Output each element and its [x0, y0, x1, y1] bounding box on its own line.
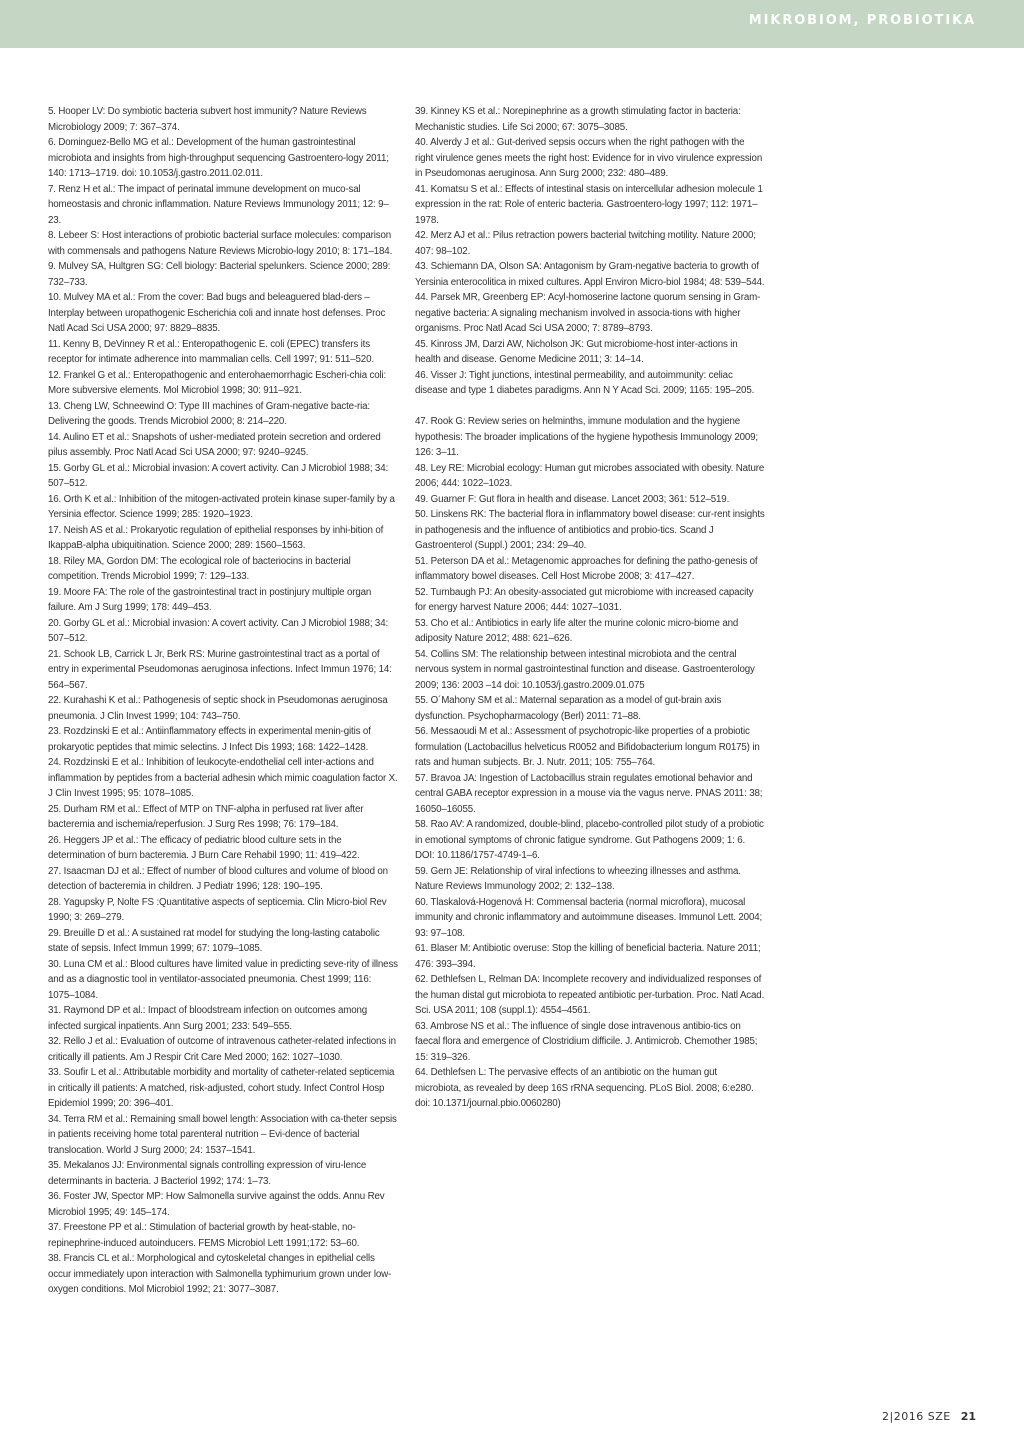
- reference-item: 17. Neish AS et al.: Prokaryotic regulation of epithelial responses by inhi-bition of IkappaB-alpha ubiquitination. Science 2000; 289: 1560–1563.: [48, 524, 384, 551]
- reference-item: 9. Mulvey SA, Hultgren SG: Cell biology: Bacterial spelunkers. Science 2000; 289: 732–733.: [48, 261, 391, 288]
- reference-item: 35. Mekalanos JJ: Environmental signals controlling expression of viru-lence determinants in bacteria. J Bacteriol 1992; 174: 1–73.: [48, 1160, 367, 1187]
- page-footer: [882, 1410, 976, 1423]
- reference-item: 45. Kinross JM, Darzi AW, Nicholson JK: Gut microbiome-host inter-actions in health and disease. Genome Medicine 2011; 3: 14–14.: [415, 338, 738, 365]
- reference-item: 54. Collins SM: The relationship between intestinal microbiota and the central nervous system in normal gastrointestinal function and disease. Gastroenterology 2009; 136: 2003 –14 doi: 10.1053/j.gastro.2009.01.075: [415, 648, 755, 691]
- reference-item: 29. Breuille D et al.: A sustained rat model for studying the long-lasting catabolic state of sepsis. Infect Immun 1999; 67: 1079–1085.: [48, 927, 380, 954]
- reference-item: 52. Turnbaugh PJ: An obesity-associated gut microbiome with increased capacity for energy harvest Nature 2006; 444: 1027–1031.: [415, 586, 754, 613]
- reference-item: 15. Gorby GL et al.: Microbial invasion: A covert activity. Can J Microbiol 1988; 34: 507–512.: [48, 462, 389, 489]
- page-number: 21: [960, 1410, 976, 1423]
- reference-item: 46. Visser J: Tight junctions, intestinal permeability, and autoimmunity: celiac disease and type 1 diabetes paradigms. Ann N Y Acad Sci. 2009; 1165: 195–205.: [415, 369, 755, 396]
- reference-item: 59. Gern JE: Relationship of viral infections to wheezing illnesses and asthma. Nature Reviews Immunology 2002; 2: 132–138.: [415, 865, 741, 892]
- issue-label: 2|2016 SZE: [882, 1410, 951, 1423]
- reference-item: 43. Schiemann DA, Olson SA: Antagonism by Gram-negative bacteria to growth of Yersinia enterocolitica in mixed cultures. Appl Environ Micro-biol 1984; 48: 539–544.: [415, 261, 765, 288]
- reference-item: 39. Kinney KS et al.: Norepinephrine as a growth stimulating factor in bacteria: Mechanistic studies. Life Sci 2000; 67: 3075–3085.: [415, 106, 741, 133]
- reference-item: 47. Rook G: Review series on helminths, immune modulation and the hygiene hypothesis: The broader implications of the hygiene hypothesis Immunology 2009; 126: 3–11.: [415, 416, 758, 458]
- reference-item: 61. Blaser M: Antibiotic overuse: Stop the killing of beneficial bacteria. Nature 2011; 476: 393–394.: [415, 943, 761, 970]
- reference-item: 23. Rozdzinski E et al.: Antiinflammatory effects in experimental menin-gitis of prokaryotic peptides that mimic selectins. J Infect Dis 1993; 168: 1422–1428.: [48, 726, 371, 753]
- reference-item: 53. Cho et al.: Antibiotics in early life alter the murine colonic micro-biome and adiposity Nature 2012; 488: 621–626.: [415, 617, 739, 644]
- reference-item: 10. Mulvey MA et al.: From the cover: Bad bugs and beleaguered blad-ders – Interplay between uropathogenic Escherichia coli and innate host defenses. Proc Natl Acad Sci USA 2000; 97: 8829–8835.: [48, 292, 386, 334]
- reference-item: 26. Heggers JP et al.: The efficacy of pediatric blood culture sets in the determination of burn bacteremia. J Burn Care Rehabil 1990; 11: 419–422.: [48, 834, 360, 861]
- references-group-top: [415, 104, 765, 399]
- reference-item: 58. Rao AV: A randomized, double-blind, placebo-controlled pilot study of a probiotic in emotional symptoms of chronic fatigue syndrome. Gut Pathogens 2009; 1: 6. DOI: 10.1186/1757-4749-1–6.: [415, 819, 764, 861]
- references-left-column: [48, 104, 398, 1298]
- reference-item: 20. Gorby GL et al.: Microbial invasion: A covert activity. Can J Microbiol 1988; 34: 507–512.: [48, 617, 389, 644]
- reference-item: 27. Isaacman DJ et al.: Effect of number of blood cultures and volume of blood on detection of bacteremia in children. J Pediatr 1996; 128: 190–195.: [48, 865, 388, 892]
- reference-item: 7. Renz H et al.: The impact of perinatal immune development on muco-sal homeostasis and chronic inflammation. Nature Reviews Immunology 2011; 12: 9–23.: [48, 183, 389, 226]
- references-right-column: [415, 104, 765, 1112]
- reference-item: 32. Rello J et al.: Evaluation of outcome of intravenous catheter-related infections in critically ill patients. Am J Respir Crit Care Med 2000; 162: 1027–1030.: [48, 1036, 396, 1063]
- reference-item: 63. Ambrose NS et al.: The influence of single dose intravenous antibio-tics on faecal flora and emergence of Clostridium difficile. J. Antimicrob. Chemother 1985; 15: 319–326.: [415, 1020, 758, 1063]
- section-title: MIKROBIOM, PROBIOTIKA: [748, 13, 976, 28]
- reference-item: 19. Moore FA: The role of the gastrointestinal tract in postinjury multiple organ failure. Am J Surg 1999; 178: 449–453.: [48, 586, 372, 613]
- reference-item: 22. Kurahashi K et al.: Pathogenesis of septic shock in Pseudomonas aeruginosa pneumonia. J Clin Invest 1999; 104: 743–750.: [48, 695, 388, 722]
- reference-item: 8. Lebeer S: Host interactions of probiotic bacterial surface molecules: comparison with commensals and pathogens Nature Reviews Microbio-logy 2010; 8: 171–184.: [48, 230, 393, 257]
- reference-item: 6. Dominguez-Bello MG et al.: Development of the human gastrointestinal microbiota and insights from high-throughput sequencing Gastroentero-logy 2011; 140: 1713–1719. doi: 10.1053/j.gastro.2011.02.011.: [48, 137, 389, 179]
- reference-item: 30. Luna CM et al.: Blood cultures have limited value in predicting seve-rity of illness and as a diagnostic tool in ventilator-associated pneumonia. Chest 1999; 116: 1075–1084.: [48, 958, 398, 1001]
- reference-item: 51. Peterson DA et al.: Metagenomic approaches for defining the patho-genesis of inflammatory bowel diseases. Cell Host Microbe 2008; 3: 417–427.: [415, 555, 758, 582]
- reference-item: 16. Orth K et al.: Inhibition of the mitogen-activated protein kinase super-family by a Yersinia effector. Science 1999; 285: 1920–1923.: [48, 493, 395, 520]
- reference-item: 40. Alverdy J et al.: Gut-derived sepsis occurs when the right pathogen with the right virulence genes meets the right host: Evidence for in vivo virulence expression in Pseudomonas aeruginosa. Ann Surg 2000; 232: 480–489.: [415, 137, 763, 179]
- reference-item: 55. O´Mahony SM et al.: Maternal separation as a model of gut-brain axis dysfunction. Psychopharmacology (Berl) 2011: 71–88.: [415, 695, 722, 722]
- reference-item: 14. Aulino ET et al.: Snapshots of usher-mediated protein secretion and ordered pilus assembly. Proc Natl Acad Sci USA 2000; 97: 9240–9245.: [48, 431, 381, 458]
- reference-item: 56. Messaoudi M et al.: Assessment of psychotropic-like properties of a probiotic formulation (Lactobacillus helveticus R0052 and Bifidobacterium longum R0175) in rats and human subjects. Br. J. Nutr. 2011; 105: 755–764.: [415, 726, 760, 768]
- reference-item: 57. Bravoa JA: Ingestion of Lactobacillus strain regulates emotional behavior and central GABA receptor expression in a mouse via the vagus nerve. PNAS 2011: 38; 16050–16055.: [415, 772, 763, 815]
- reference-item: 64. Dethlefsen L: The pervasive effects of an antibiotic on the human gut microbiota, as revealed by deep 16S rRNA sequencing. PLoS Biol. 2008; 6:e280. doi: 10.1371/journal.pbio.0060280): [415, 1067, 754, 1109]
- reference-item: 28. Yagupsky P, Nolte FS :Quantitative aspects of septicemia. Clin Micro-biol Rev 1990; 3: 269–279.: [48, 896, 387, 923]
- group-spacer: [415, 399, 765, 415]
- reference-item: 44. Parsek MR, Greenberg EP: Acyl-homoserine lactone quorum sensing in Gram-negative bacteria: A signaling mechanism involved in associa-tions with higher organisms. Proc Natl Acad Sci USA 2000; 7: 8789–8793.: [415, 292, 761, 334]
- reference-item: 36. Foster JW, Spector MP: How Salmonella survive against the odds. Annu Rev Microbiol 1995; 49: 145–174.: [48, 1191, 385, 1218]
- reference-item: 42. Merz AJ et al.: Pilus retraction powers bacterial twitching motility. Nature 2000; 407: 98–102.: [415, 230, 756, 257]
- reference-item: 49. Guarner F: Gut flora in health and disease. Lancet 2003; 361: 512–519.: [415, 493, 730, 505]
- reference-item: 48. Ley RE: Microbial ecology: Human gut microbes associated with obesity. Nature 2006; 444: 1022–1023.: [415, 462, 765, 489]
- reference-item: 18. Riley MA, Gordon DM: The ecological role of bacteriocins in bacterial competition. Trends Microbiol 1999; 7: 129–133.: [48, 555, 351, 582]
- reference-item: 34. Terra RM et al.: Remaining small bowel length: Association with ca-theter sepsis in patients receiving home total parenteral nutrition – Evi-dence of bacterial translocation. World J Surg 2000; 24: 1537–1541.: [48, 1113, 397, 1156]
- reference-item: 31. Raymond DP et al.: Impact of bloodstream infection on outcomes among infected surgical inpatients. Ann Surg 2001; 233: 549–555.: [48, 1005, 368, 1032]
- reference-item: 41. Komatsu S et al.: Effects of intestinal stasis on intercellular adhesion molecule 1 expression in the rat: Role of enteric bacteria. Gastroentero-logy 1997; 112: 1971–1978.: [415, 183, 763, 226]
- reference-item: 60. Tlaskalová-Hogenová H: Commensal bacteria (normal microflora), mucosal immunity and chronic inflammatory and autoimmune diseases. Immunol Lett. 2004; 93: 97–108.: [415, 896, 763, 939]
- header-band: [0, 0, 1024, 48]
- reference-item: 24. Rozdzinski E et al.: Inhibition of leukocyte-endothelial cell inter-actions and inflammation by peptides from a bacterial adhesin which mimic coagulation factor X. J Clin Invest 1995; 95: 1078–1085.: [48, 757, 398, 799]
- reference-item: 25. Durham RM et al.: Effect of MTP on TNF-alpha in perfused rat liver after bacteremia and ischemia/reperfusion. J Surg Res 1998; 76: 179–184.: [48, 803, 364, 830]
- reference-item: 62. Dethlefsen L, Relman DA: Incomplete recovery and individualized responses of the human distal gut microbiota to repeated antibiotic per-turbation. Proc. Natl Acad. Sci. USA 2011; 108 (suppl.1): 4554–4561.: [415, 974, 765, 1016]
- reference-item: 12. Frankel G et al.: Enteropathogenic and enterohaemorrhagic Escheri-chia coli: More subversive elements. Mol Microbiol 1998; 30: 911–921.: [48, 369, 387, 396]
- reference-item: 50. Linskens RK: The bacterial flora in inflammatory bowel disease: cur-rent insights in pathogenesis and the influence of antibiotics and probio-tics. Scand J Gastroenterol (Suppl.) 2001; 234: 29–40.: [415, 509, 765, 551]
- reference-item: 38. Francis CL et al.: Morphological and cytoskeletal changes in epithelial cells occur immediately upon interaction with Salmonella typhimurium grown under low-oxygen conditions. Mol Microbiol 1992; 21: 3077–3087.: [48, 1253, 392, 1295]
- reference-item: 11. Kenny B, DeVinney R et al.: Enteropathogenic E. coli (EPEC) transfers its receptor for intimate adherence into mammalian cells. Cell 1997; 91: 511–520.: [48, 338, 374, 365]
- reference-item: 21. Schook LB, Carrick L Jr, Berk RS: Murine gastrointestinal tract as a portal of entry in experimental Pseudomonas aeruginosa infections. Infect Immun 1976; 14: 564–567.: [48, 648, 392, 691]
- reference-item: 13. Cheng LW, Schneewind O: Type III machines of Gram-negative bacte-ria: Delivering the goods. Trends Microbiol 2000; 8: 214–220.: [48, 400, 370, 427]
- reference-item: 37. Freestone PP et al.: Stimulation of bacterial growth by heat-stable, no-repinephrine-induced autoinducers. FEMS Microbiol Lett 1991;172: 53–60.: [48, 1222, 360, 1249]
- references-group-bottom: [415, 414, 765, 1112]
- reference-item: 33. Soufir L et al.: Attributable morbidity and mortality of catheter-related septicemia in critically ill patients: A matched, risk-adjusted, cohort study. Infect Control Hosp Epidemiol 1999; 20: 396–401.: [48, 1067, 395, 1109]
- reference-item: 5. Hooper LV: Do symbiotic bacteria subvert host immunity? Nature Reviews Microbiology 2009; 7: 367–374.: [48, 106, 367, 133]
